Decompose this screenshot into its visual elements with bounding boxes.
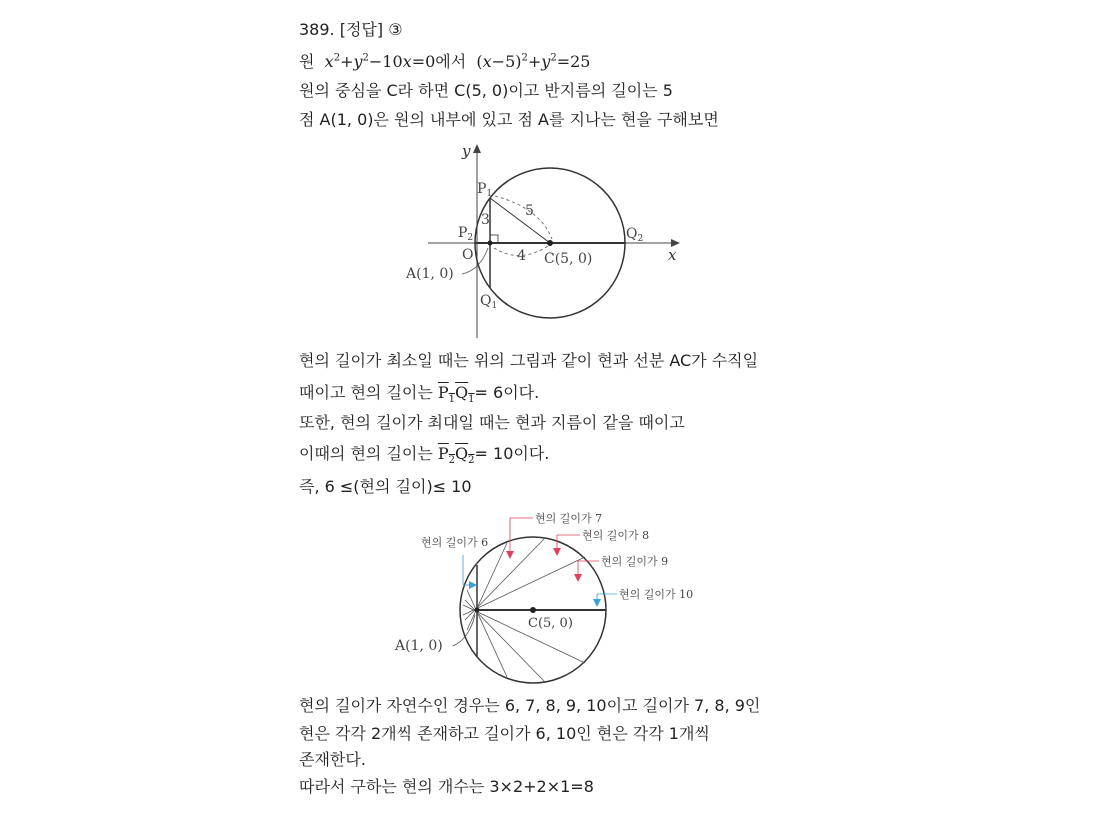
point-c xyxy=(547,240,553,246)
point-a-line: 점 A(1, 0)은 원의 내부에 있고 점 A를 지나는 현을 구해보면 xyxy=(299,110,719,129)
label-center: C(5, 0) xyxy=(528,616,573,631)
label-q1: $Q_1$ xyxy=(480,293,498,311)
y-axis-label: y xyxy=(462,142,471,160)
answer-line: 따라서 구하는 현의 개수는 3×2+2×1=8 xyxy=(299,777,594,796)
chord-7b xyxy=(467,590,507,677)
label-9: 현의 길이가 9 xyxy=(601,555,669,568)
label-q2: $Q_2$ xyxy=(626,226,644,244)
label-p1: $P_1$ xyxy=(477,181,493,199)
natural-length-line: 현의 길이가 자연수인 경우는 6, 7, 8, 9, 10이고 길이가 7, 8, 9인 xyxy=(299,696,761,715)
label-len-3: 3 xyxy=(481,212,490,228)
x-axis-label: x xyxy=(668,246,677,264)
max-chord-line: 또한, 현의 길이가 최대일 때는 현과 지름이 같을 때이고 xyxy=(299,413,685,432)
label-8: 현의 길이가 8 xyxy=(582,529,650,542)
radius-p1c xyxy=(490,198,550,243)
point-c xyxy=(530,607,536,613)
label-7: 현의 길이가 7 xyxy=(535,512,603,525)
max-chord-length-line: 이때의 현의 길이는 $P_2Q_2= 10$이다. xyxy=(299,444,550,467)
arrow-8-icon xyxy=(553,548,561,556)
arrow-6-icon xyxy=(469,581,477,589)
arrow-9-icon xyxy=(574,574,582,582)
equation-line xyxy=(299,52,590,72)
label-len-5: 5 xyxy=(525,203,534,219)
range-line: 즉, 6 ≤(현의 길이)≤ 10 xyxy=(299,477,472,496)
line1-prefix: 원 xyxy=(299,52,315,71)
label-6: 현의 길이가 6 xyxy=(421,536,489,549)
label-len-4: 4 xyxy=(517,248,526,264)
arrow-10-icon xyxy=(593,599,601,607)
arrow-7-icon xyxy=(506,551,514,559)
label-origin: O xyxy=(462,247,474,263)
circle-equation: $x^2+y^2-10x=0$ xyxy=(324,52,436,71)
problem-header xyxy=(299,20,403,40)
y-axis-arrow-icon xyxy=(473,144,481,153)
label-a: A(1, 0) xyxy=(395,638,443,654)
exists-line: 존재한다. xyxy=(299,750,366,769)
answer-mark: ③ xyxy=(388,20,403,39)
line1-mid: 에서 xyxy=(435,52,467,71)
label-center: C(5, 0) xyxy=(544,251,593,267)
segment-p1q1: $P_1Q_1$ xyxy=(437,383,475,406)
label-a: A(1, 0) xyxy=(406,266,454,282)
chord-9b xyxy=(463,605,585,663)
center-radius-line: 원의 중심을 C라 하면 C(5, 0)이고 반지름의 길이는 5 xyxy=(299,81,673,100)
chord-9a xyxy=(463,557,585,615)
label-10: 현의 길이가 10 xyxy=(619,588,694,601)
point-a xyxy=(488,241,493,246)
dash-arc-5 xyxy=(495,196,552,239)
label-p2: $P_2$ xyxy=(458,225,474,243)
segment-p2q2: $P_2Q_2$ xyxy=(437,444,475,467)
answer-label: [정답] xyxy=(339,20,384,39)
point-a xyxy=(475,608,480,613)
problem-number: 389. xyxy=(299,20,335,39)
min-chord-length-line: 때이고 현의 길이는 $P_1Q_1= 6$이다. xyxy=(299,383,540,406)
chord-count-line: 현은 각각 2개씩 존재하고 길이가 6, 10인 현은 각각 1개씩 xyxy=(299,724,710,743)
min-chord-line: 현의 길이가 최소일 때는 위의 그림과 같이 현과 선분 AC가 수직일 xyxy=(299,351,759,370)
figure-chord-min xyxy=(400,138,700,343)
figure-chord-lengths xyxy=(385,505,715,685)
standard-form-equation: $(x-5)^2+y^2=25$ xyxy=(471,52,591,71)
